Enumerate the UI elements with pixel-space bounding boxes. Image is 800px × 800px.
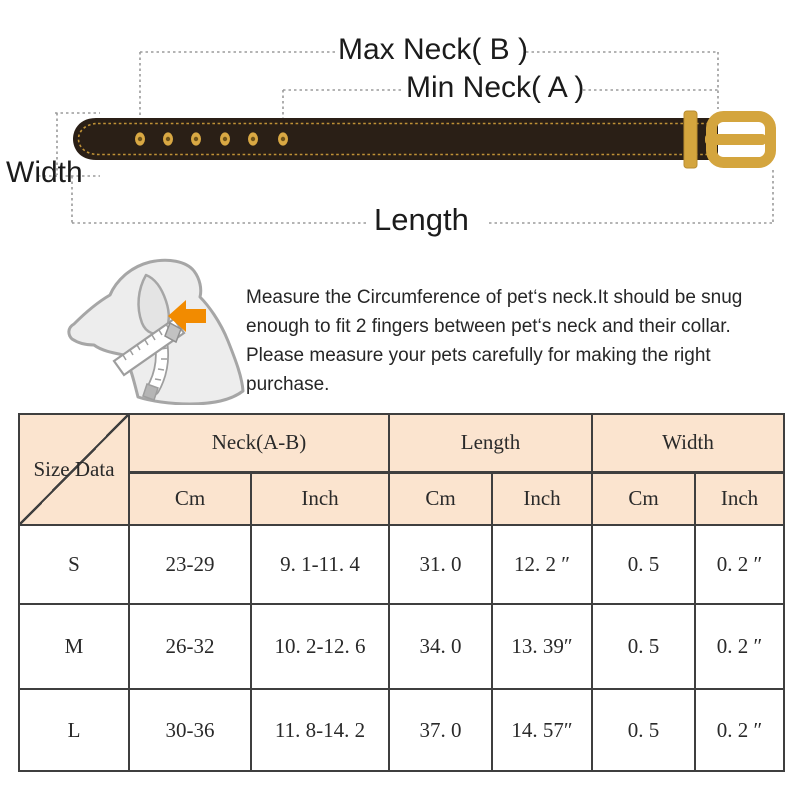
min-neck-label: Min Neck( A ) — [406, 71, 585, 104]
cell-neck-cm: 30-36 — [129, 689, 251, 771]
cell-size: M — [19, 604, 129, 689]
cell-width-cm: 0. 5 — [592, 689, 695, 771]
header-neck: Neck(A-B) — [129, 414, 389, 472]
unit-header: Cm — [389, 472, 492, 525]
cell-neck-cm: 23-29 — [129, 525, 251, 604]
table-row-l — [19, 689, 784, 771]
cell-length-inch: 14. 57″ — [492, 689, 592, 771]
table-row-s — [19, 525, 784, 604]
cell-width-inch: 0. 2 ″ — [695, 689, 784, 771]
size-table-corner-cell — [19, 414, 129, 525]
instruction-line: enough to fit 2 fingers between pet‘s neck and their collar. — [246, 316, 731, 337]
unit-header: Inch — [695, 472, 784, 525]
cell-neck-inch: 11. 8-14. 2 — [251, 689, 389, 771]
instruction-paragraph — [246, 283, 766, 399]
unit-header: Inch — [251, 472, 389, 525]
unit-header: Inch — [492, 472, 592, 525]
cell-neck-inch: 10. 2-12. 6 — [251, 604, 389, 689]
cell-length-inch: 12. 2 ″ — [492, 525, 592, 604]
instruction-line: Measure the Circumference of pet‘s neck.It should be snug — [246, 287, 743, 308]
cell-size: S — [19, 525, 129, 604]
cell-width-cm: 0. 5 — [592, 604, 695, 689]
cell-neck-inch: 9. 1-11. 4 — [251, 525, 389, 604]
corner-label: Size Data — [33, 457, 115, 481]
belt-buckle — [684, 111, 771, 168]
cell-length-cm: 31. 0 — [389, 525, 492, 604]
dog-illustration-svg — [50, 253, 245, 405]
cell-width-inch: 0. 2 ″ — [695, 525, 784, 604]
cell-width-cm: 0. 5 — [592, 525, 695, 604]
instruction-line: purchase. — [246, 374, 330, 395]
cell-length-cm: 37. 0 — [389, 689, 492, 771]
cell-length-cm: 34. 0 — [389, 604, 492, 689]
size-table — [18, 413, 785, 772]
instruction-line: Please measure your pets carefully for making the right — [246, 345, 711, 366]
width-label: Width — [6, 156, 83, 189]
table-row-m — [19, 604, 784, 689]
max-neck-label: Max Neck( B ) — [338, 33, 529, 66]
length-label: Length — [374, 202, 469, 237]
header-width: Width — [592, 414, 784, 472]
header-length: Length — [389, 414, 592, 472]
cell-width-inch: 0. 2 ″ — [695, 604, 784, 689]
unit-header: Cm — [592, 472, 695, 525]
cell-length-inch: 13. 39″ — [492, 604, 592, 689]
cell-neck-cm: 26-32 — [129, 604, 251, 689]
unit-header: Cm — [129, 472, 251, 525]
cell-size: L — [19, 689, 129, 771]
